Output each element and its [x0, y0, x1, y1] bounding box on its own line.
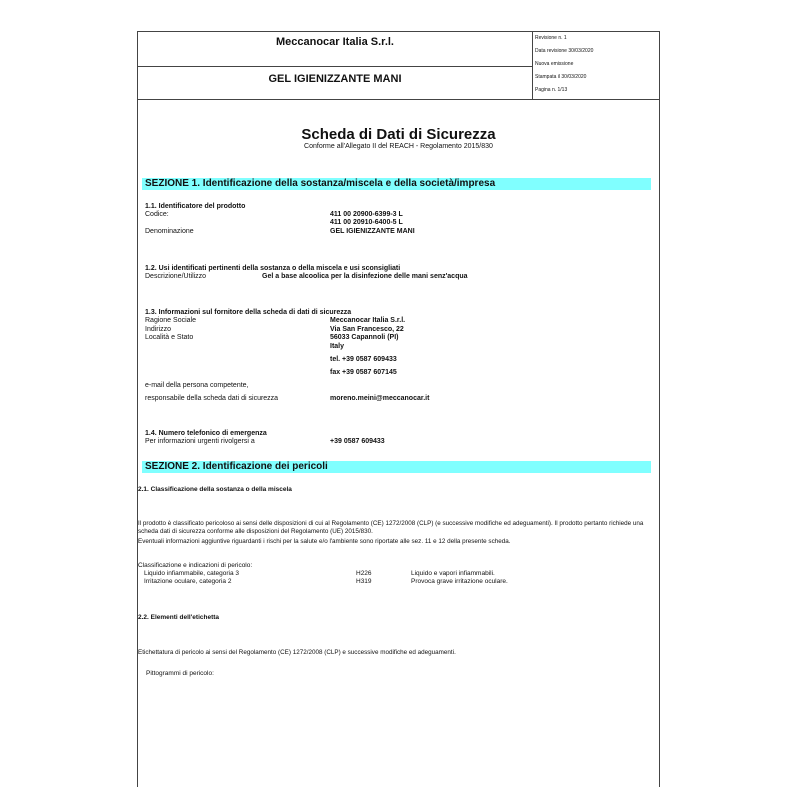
- subsection-1-2-title: 1.2. Usi identificati pertinenti della sostanza o della miscela e usi sconsigliati: [145, 265, 401, 272]
- section-2-title: SEZIONE 2. Identificazione dei pericoli: [145, 461, 328, 472]
- code-value-1: 411 00 20900-6399-3 L: [330, 211, 403, 218]
- document-subtitle: Conforme all'Allegato II del REACH - Regolamento 2015/830: [304, 143, 493, 150]
- print-date: Stampata il 30/03/2020: [535, 74, 587, 80]
- hazard-class-1: Liquido infiammabile, categoria 3: [144, 570, 240, 577]
- header-row-company: [138, 32, 532, 67]
- additional-info-paragraph: Eventuali informazioni aggiuntive riguardanti i rischi per la salute e/o l'ambiente sono riportate alle sez. 11 e 12 della presente scheda.: [138, 538, 511, 545]
- code-value-2: 411 00 20910-6400-5 L: [330, 219, 403, 226]
- hazard-code-2: H319: [356, 578, 372, 585]
- company-value: Meccanocar Italia S.r.l.: [330, 317, 406, 324]
- use-value: Gel a base alcoolica per la disinfezione delle mani senz'acqua: [262, 273, 468, 280]
- label-paragraph: Etichettatura di pericolo ai sensi del Regolamento (CE) 1272/2008 (CLP) e successive modifiche ed adeguamenti.: [138, 649, 456, 656]
- emergency-value: +39 0587 609433: [330, 438, 385, 445]
- section-1-heading: [142, 178, 651, 190]
- city-label: Località e Stato: [145, 334, 194, 341]
- country-value: Italy: [330, 343, 345, 350]
- hazard-desc-2: Provoca grave irritazione oculare.: [411, 578, 508, 585]
- hazard-desc-1: Liquido e vapori infiammabili.: [411, 570, 495, 577]
- use-label: Descrizione/Utilizzo: [145, 273, 207, 280]
- address-label: Indirizzo: [145, 326, 172, 333]
- emission-status: Nuova emissione: [535, 61, 574, 67]
- classification-paragraph: Il prodotto è classificato pericoloso ai sensi delle disposizioni di cui al Regolamento (CE) 1272/2008 (CLP) (e successive modifiche ed adeguamenti). Il prodotto pertanto richiede una scheda dati di sicurezza conforme alle disposizioni del Regolamento (UE) 2015/830.: [138, 520, 644, 535]
- classification-title: Classificazione e indicazioni di pericolo:: [138, 562, 253, 569]
- company-label: Ragione Sociale: [145, 317, 196, 324]
- revision-number: Revisione n. 1: [535, 35, 567, 41]
- phone-value: tel. +39 0587 609433: [330, 356, 397, 363]
- product-name: GEL IGIENIZZANTE MANI: [268, 73, 402, 85]
- page-number: Pagina n. 1/13: [535, 87, 568, 93]
- document-title: Scheda di Dati di Sicurezza: [301, 126, 496, 143]
- name-value: GEL IGIENIZZANTE MANI: [330, 228, 415, 235]
- emergency-label: Per informazioni urgenti rivolgersi a: [145, 438, 255, 445]
- email-label-line-2: responsabile della scheda dati di sicurezza: [145, 395, 279, 402]
- subsection-2-2-title: 2.2. Elementi dell'etichetta: [138, 614, 220, 621]
- sds-page: [137, 31, 660, 787]
- email-value: moreno.meini@meccanocar.it: [330, 395, 430, 402]
- section-2-heading: [142, 461, 651, 473]
- hazard-code-1: H226: [356, 570, 372, 577]
- revision-date: Data revisione 30/03/2020: [535, 48, 594, 54]
- name-label: Denominazione: [145, 228, 194, 235]
- email-label-line-1: e-mail della persona competente,: [145, 382, 249, 389]
- header-left: [138, 32, 533, 99]
- company-name: Meccanocar Italia S.r.l.: [275, 36, 394, 48]
- pictograms-label: Pittogrammi di pericolo:: [146, 670, 214, 677]
- address-value: Via San Francesco, 22: [330, 326, 404, 333]
- city-value: 56033 Capannoli (PI): [330, 334, 399, 341]
- subsection-1-4-title: 1.4. Numero telefonico di emergenza: [145, 430, 267, 437]
- fax-value: fax +39 0587 607145: [330, 369, 397, 376]
- document-header: [138, 32, 659, 100]
- hazard-class-2: Irritazione oculare, categoria 2: [144, 578, 232, 585]
- subsection-1-3-title: 1.3. Informazioni sul fornitore della scheda di dati di sicurezza: [145, 309, 352, 316]
- code-label: Codice:: [145, 211, 169, 218]
- subsection-1-1-title: 1.1. Identificatore del prodotto: [145, 203, 246, 210]
- section-1-title: SEZIONE 1. Identificazione della sostanza/miscela e della società/impresa: [145, 178, 496, 189]
- subsection-2-1-title: 2.1. Classificazione della sostanza o della miscela: [138, 486, 292, 493]
